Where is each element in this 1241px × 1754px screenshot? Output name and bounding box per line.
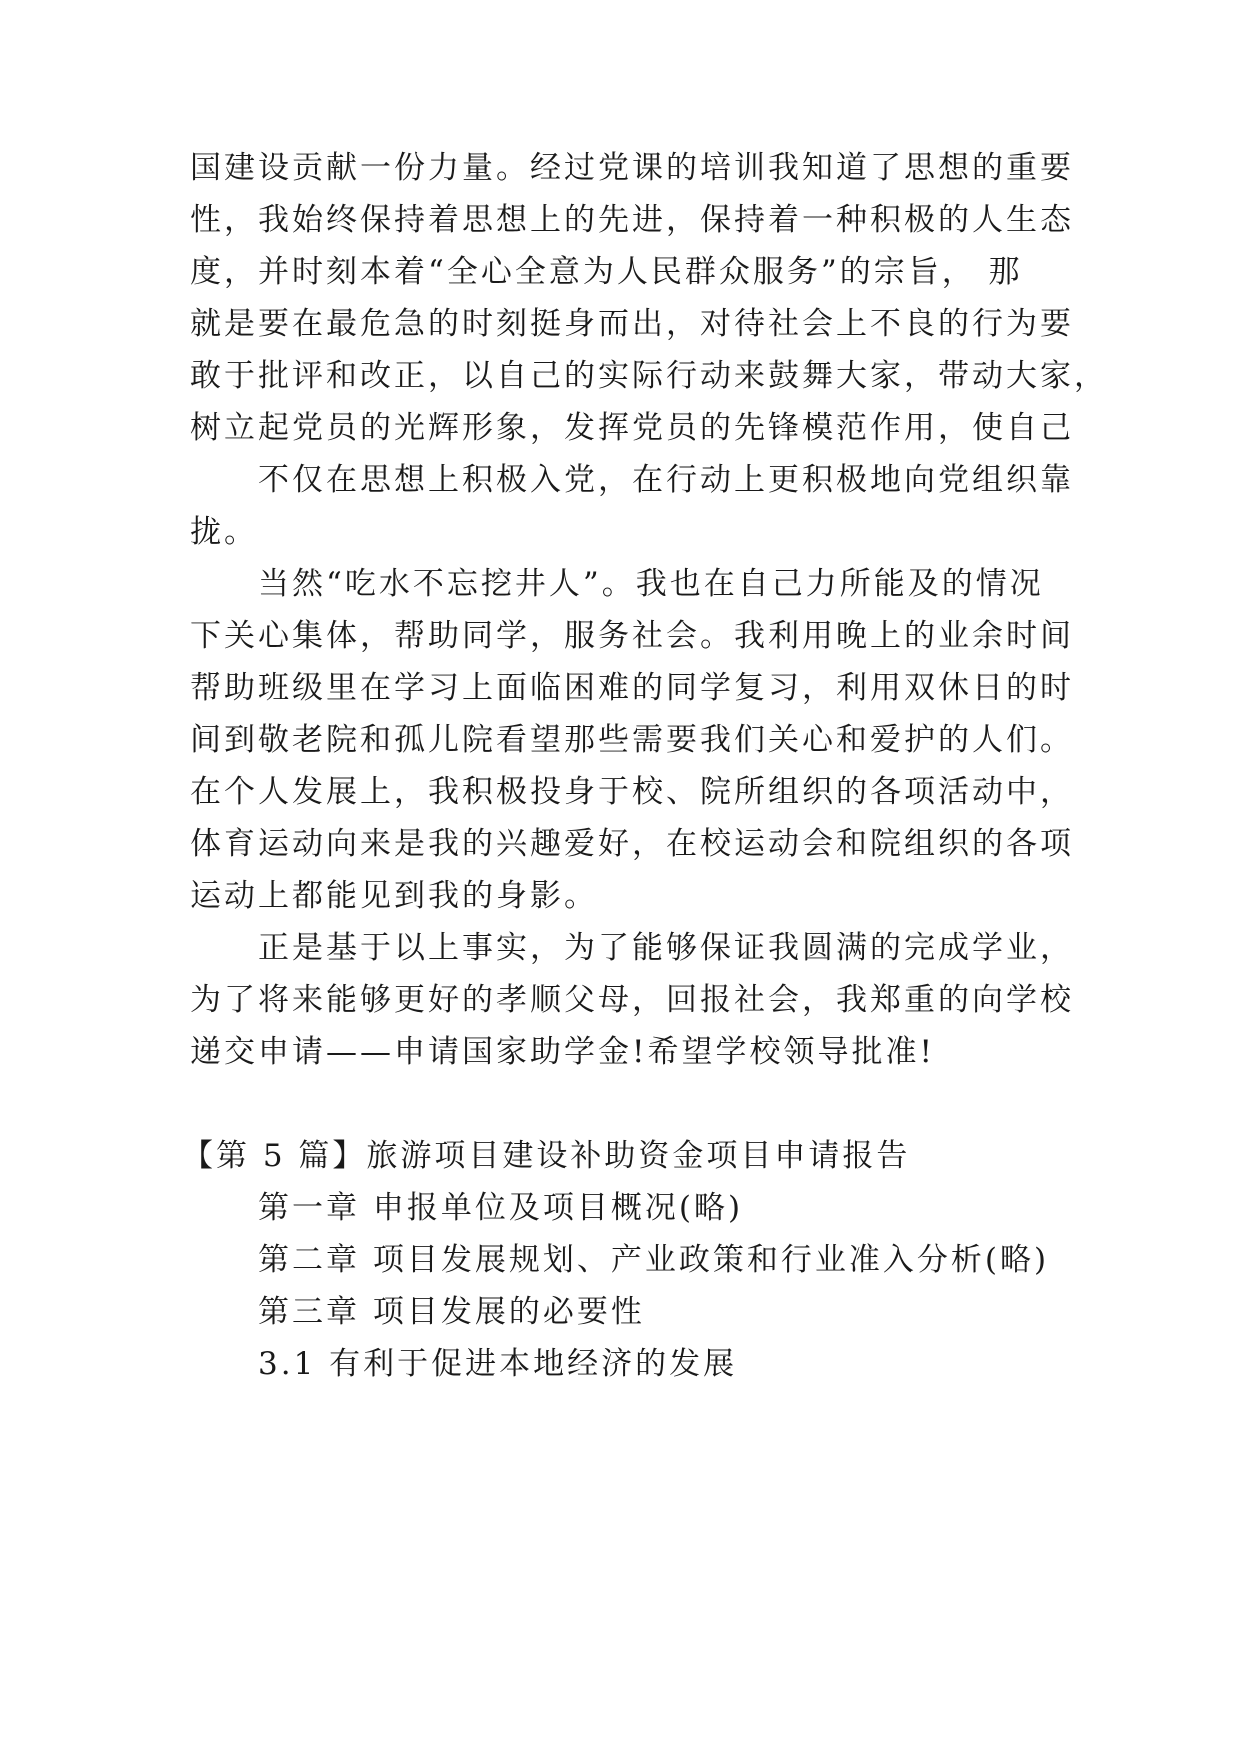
text-line: 度，并时刻本着“全心全意为人民群众服务”的宗旨， 那: [190, 254, 1023, 290]
text-line: 正是基于以上事实，为了能够保证我圆满的完成学业，: [258, 930, 1074, 966]
text-line: 不仅在思想上积极入党，在行动上更积极地向党组织靠: [258, 462, 1074, 498]
text-line: 下关心集体，帮助同学，服务社会。我利用晚上的业余时间: [190, 618, 1074, 654]
text-line: 递交申请——申请国家助学金!希望学校领导批准!: [190, 1034, 935, 1070]
text-line: 就是要在最危急的时刻挺身而出，对待社会上不良的行为要: [190, 306, 1074, 342]
outline-item: 第一章 申报单位及项目概况(略): [258, 1190, 744, 1226]
outline-item: 3.1 有利于促进本地经济的发展: [258, 1346, 738, 1382]
text-line: 性，我始终保持着思想上的先进，保持着一种积极的人生态: [190, 202, 1074, 238]
text-line: 运动上都能见到我的身影。: [190, 878, 598, 914]
text-line: 间到敬老院和孤儿院看望那些需要我们关心和爱护的人们。: [190, 722, 1074, 758]
outline-item: 第二章 项目发展规划、产业政策和行业准入分析(略): [258, 1242, 1050, 1278]
text-line: 当然“吃水不忘挖井人”。我也在自己力所能及的情况: [258, 566, 1044, 602]
text-line: 敢于批评和改正，以自己的实际行动来鼓舞大家，带动大家，: [190, 358, 1108, 394]
outline-item: 第三章 项目发展的必要性: [258, 1294, 645, 1330]
text-line: 帮助班级里在学习上面临困难的同学复习，利用双休日的时: [190, 670, 1074, 706]
text-line: 体育运动向来是我的兴趣爱好，在校运动会和院组织的各项: [190, 826, 1074, 862]
text-line: 为了将来能够更好的孝顺父母，回报社会，我郑重的向学校: [190, 982, 1074, 1018]
text-line: 国建设贡献一份力量。经过党课的培训我知道了思想的重要: [190, 150, 1074, 186]
text-line: 树立起党员的光辉形象，发挥党员的先锋模范作用，使自己: [190, 410, 1074, 446]
text-line: 拢。: [190, 514, 258, 550]
text-line: 在个人发展上，我积极投身于校、院所组织的各项活动中，: [190, 774, 1074, 810]
article-heading: 【第 5 篇】旅游项目建设补助资金项目申请报告: [182, 1138, 911, 1174]
